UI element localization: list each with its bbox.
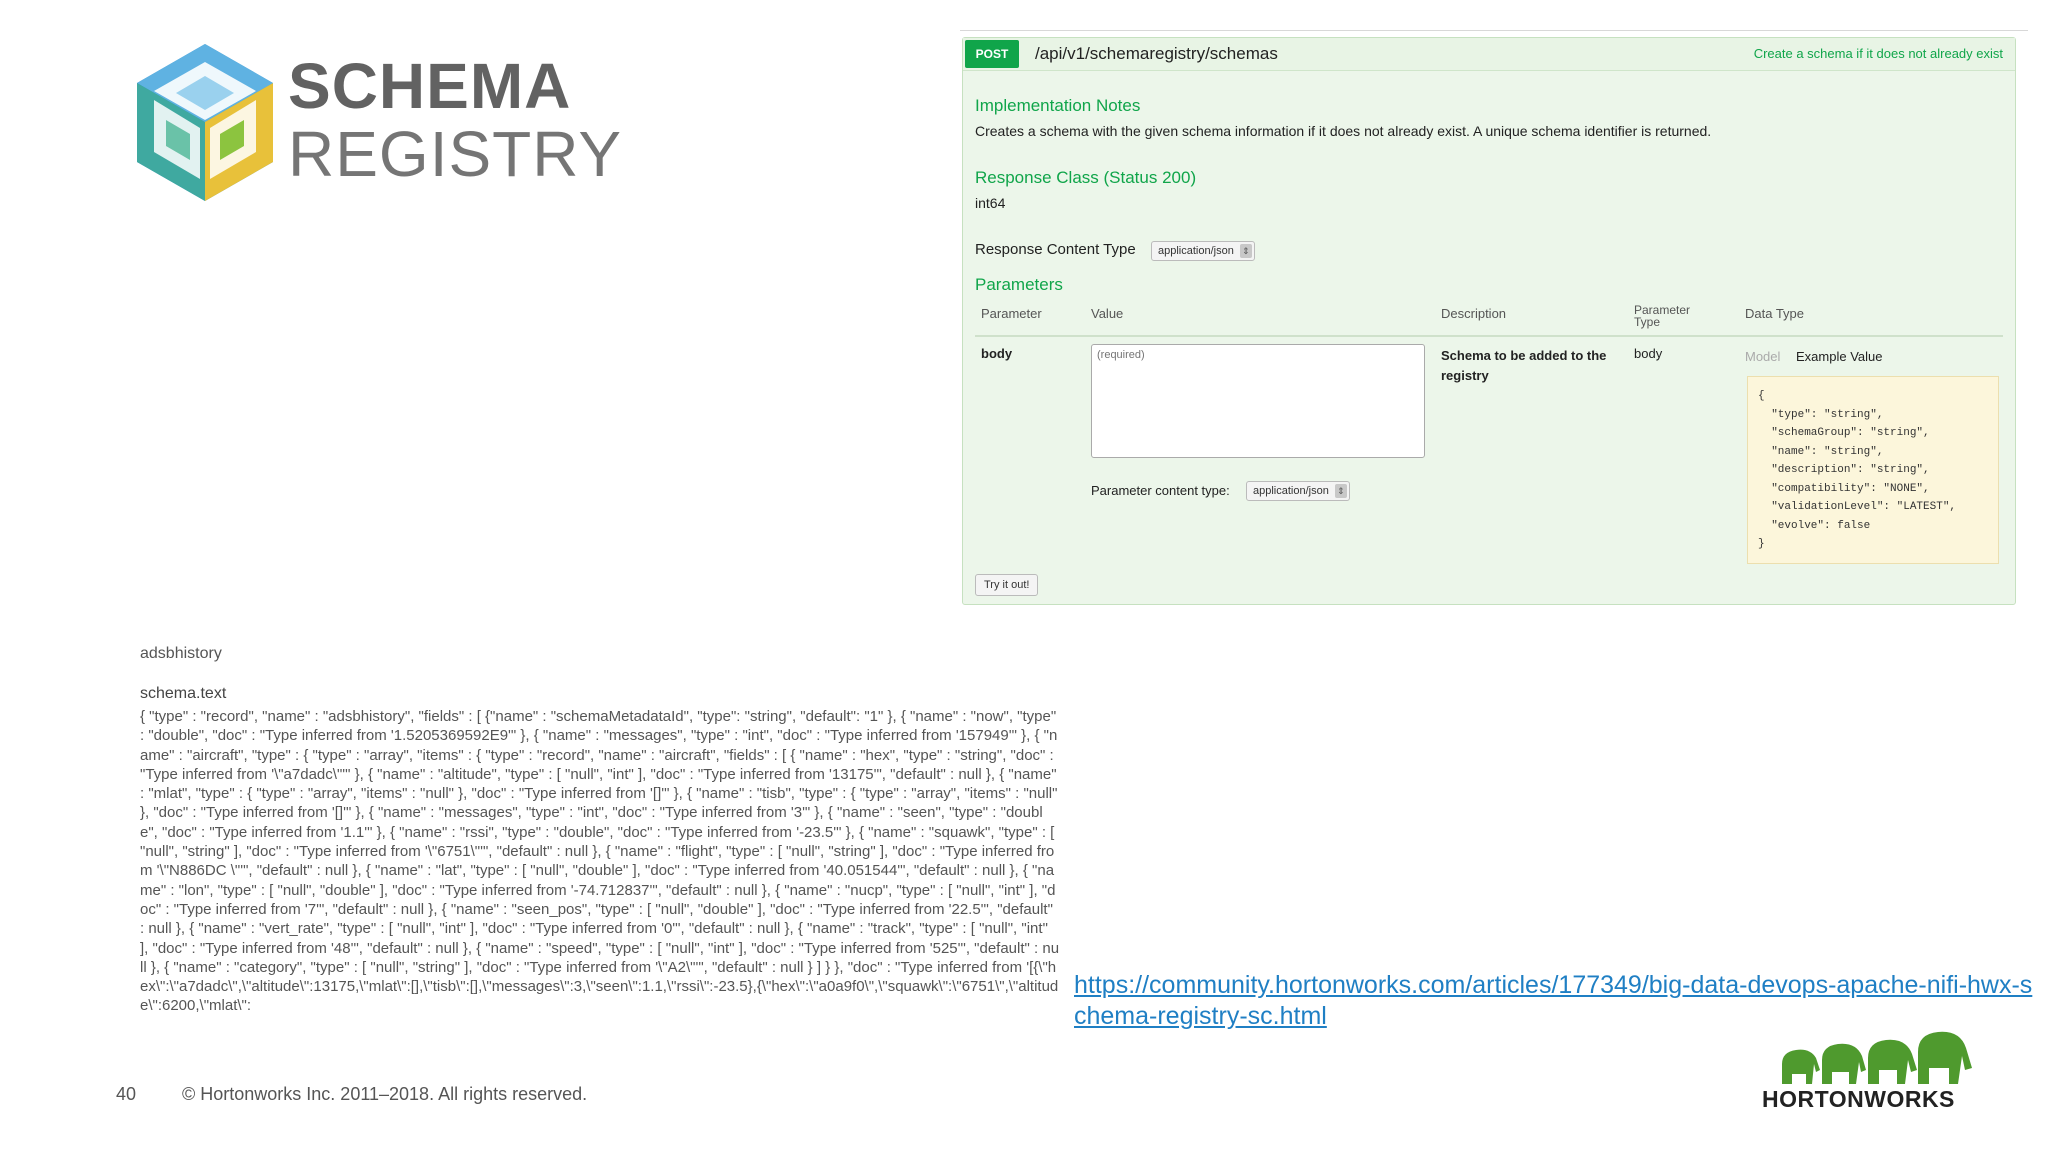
hortonworks-wordmark: HORTONWORKS <box>1762 1086 1955 1112</box>
elephant-herd-icon <box>1776 1030 1976 1086</box>
cube-logo-icon <box>130 40 280 205</box>
implementation-notes-heading: Implementation Notes <box>975 96 1141 115</box>
param-description: Schema to be added to the registry <box>1441 348 1607 383</box>
parameters-heading: Parameters <box>975 275 1063 294</box>
copyright-notice: © Hortonworks Inc. 2011–2018. All rights reserved. <box>182 1084 588 1104</box>
table-header-rule <box>975 335 2003 337</box>
logo-word-registry: REGISTRY <box>288 118 622 190</box>
example-value-json[interactable]: { "type": "string", "schemaGroup": "string", "name": "string", "description": "string", "compatibility": "NONE", "validationLevel": "LATEST", "evolve": false } <box>1747 376 1999 564</box>
column-header-description: Description <box>1441 306 1507 321</box>
param-name: body <box>981 346 1013 361</box>
article-link[interactable]: https://community.hortonworks.com/articles/177349/big-data-devops-apache-nifi-hwx-schema-registry-sc.html <box>1074 971 2033 1030</box>
column-header-value: Value <box>1091 306 1124 321</box>
implementation-notes-text: Creates a schema with the given schema information if it does not already exist. A unique schema identifier is returned. <box>975 123 1712 139</box>
column-header-parameter: Parameter <box>981 306 1042 321</box>
schema-text-label: schema.text <box>140 685 227 702</box>
model-tab[interactable]: Model <box>1745 349 1781 364</box>
swagger-operation-panel <box>962 37 2016 605</box>
response-content-type-select[interactable] <box>1151 241 1255 261</box>
schema-text-body: { "type" : "record", "name" : "adsbhistory", "fields" : [ {"name" : "schemaMetadataId", "type": "string", "default": "1" }, { "name" : "now", "type" : "double", "doc" : "Type inferred from '1.5205369592E9'" }, { "name" : "messages", "type" : "int", "doc" : "Type inferred from '157949'" }, { "name" : "aircraft", "type" : { "type" : "array", "items" : { "type" : "record", "name" : "aircraft", "fields" : [ { "name" : "hex", "type" : "string", "doc" : "Type inferred from '\"a7dadc\"'" }, { "name" : "altitude", "type" : [ "null", "int" ], "doc" : "Type inferred from '13175'", "default" : null }, { "name" : "mlat", "type" : { "type" : "array", "items" : "null" }, "doc" : "Type inferred from '[]'" }, { "name" : "tisb", "type" : { "type" : "array", "items" : "null" }, "doc" : "Type inferred from '[]'" }, { "name" : "messages", "type" : "int", "doc" : "Type inferred from '3'" }, { "name" : "seen", "type" : "double", "doc" : "Type inferred from '1.1'" }, { "name" : "rssi", "type" : "double", "doc" : "Type inferred from '-23.5'" }, { "name" : "squawk", "type" : [ "null", "string" ], "doc" : "Type inferred from '\"6751\"'", "default" : null }, { "name" : "flight", "type" : [ "null", "string" ], "doc" : "Type inferred from '\"N886DC \"'", "default" : null }, { "name" : "lat", "type" : [ "null", "double" ], "doc" : "Type inferred from '40.051544'", "default" : null }, { "name" : "lon", "type" : [ "null", "double" ], "doc" : "Type inferred from '-74.712837'", "default" : null }, { "name" : "nucp", "type" : [ "null", "int" ], "doc" : "Type inferred from '7'", "default" : null }, { "name" : "seen_pos", "type" : [ "null", "double" ], "doc" : "Type inferred from '22.5'", "default" : null }, { "name" : "vert_rate", "type" : [ "null", "int" ], "doc" : "Type inferred from '0'", "default" : null }, { "name" : "track", "type" : [ "null", "int" ], "doc" : "Type inferred from '48'", "default" : null }, { "name" : "speed", "type" : [ "null", "int" ], "doc" : "Type inferred from '525'", "default" : null }, { "name" : "category", "type" : [ "null", "string" ], "doc" : "Type inferred from '\"A2\"'", "default" : null } ] } }, "doc" : "Type inferred from '[{\"hex\":\"a7dadc\",\"altitude\":13175,\"mlat\":[],\"tisb\":[],\"messages\":3,\"seen\":1.1,\"rssi\":-23.5},{\"hex\":\"a0a9f0\",\"squawk\":\"6751\",\"altitude\":6200,\"mlat\": <box>140 708 1060 1015</box>
response-content-type-label: Response Content Type <box>975 241 1136 258</box>
schema-registry-logo <box>130 40 622 210</box>
example-value-tab[interactable]: Example Value <box>1796 349 1883 364</box>
select-arrows-icon: ⇕ <box>1335 484 1347 498</box>
response-class-value: int64 <box>975 195 1006 211</box>
select-arrows-icon: ⇕ <box>1240 244 1252 258</box>
panel-top-rule <box>960 30 2028 31</box>
page-number: 40 <box>116 1084 137 1104</box>
http-method-badge[interactable]: POST <box>965 40 1019 68</box>
response-content-type-value: application/json <box>1158 245 1234 257</box>
operation-summary[interactable]: Create a schema if it does not already exist <box>1753 46 2003 61</box>
param-content-type-select[interactable] <box>1246 481 1350 501</box>
schema-name: adsbhistory <box>140 645 222 662</box>
param-type: body <box>1634 346 1663 361</box>
try-it-out-button[interactable]: Try it out! <box>975 574 1038 596</box>
param-content-type-value: application/json <box>1253 485 1329 497</box>
response-class-heading: Response Class (Status 200) <box>975 168 1197 187</box>
endpoint-path[interactable]: /api/v1/schemaregistry/schemas <box>1035 44 1278 63</box>
column-header-data-type: Data Type <box>1745 306 1805 321</box>
param-content-type-label: Parameter content type: <box>1091 483 1230 498</box>
body-param-textarea[interactable] <box>1091 344 1425 458</box>
schema-details <box>140 645 1060 1049</box>
hortonworks-logo <box>1756 1030 1986 1110</box>
logo-word-schema: SCHEMA <box>288 50 572 122</box>
operation-header[interactable] <box>963 38 2015 71</box>
column-header-parameter-type: Parameter Type <box>1634 303 1691 329</box>
